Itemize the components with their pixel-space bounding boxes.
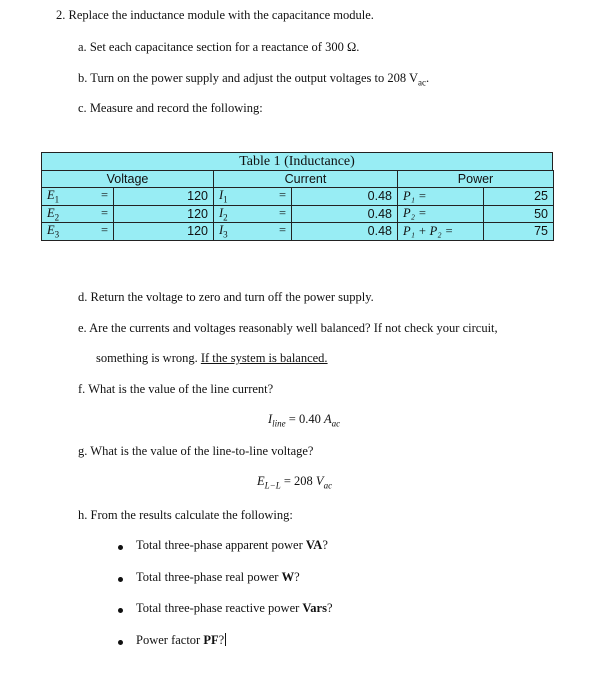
power-value: 50 bbox=[484, 205, 554, 223]
step-b-unit-sub: ac bbox=[418, 77, 427, 88]
voltage-label: $E_3$ = bbox=[42, 223, 114, 241]
step-a-label: a. bbox=[78, 40, 87, 54]
step-h-text: From the results calculate the following: bbox=[90, 508, 293, 522]
step-b-period: . bbox=[426, 71, 430, 85]
line-voltage-equation: $E_{L-L} = 208$ $V_{ac}$ bbox=[257, 474, 333, 491]
step-d-label: d. bbox=[78, 290, 88, 304]
text-cursor bbox=[225, 633, 226, 646]
step-h bbox=[78, 508, 293, 523]
power-label: P₁ = bbox=[398, 188, 484, 206]
bullet-item-real-power: Total three-phase real power W? bbox=[136, 570, 300, 584]
bullet-icon bbox=[118, 640, 123, 645]
bullet-item-power-factor: Power factor PF? bbox=[136, 633, 225, 647]
step-f-text: What is the value of the line current? bbox=[88, 382, 274, 396]
current-value: 0.48 bbox=[292, 205, 398, 223]
step-e-label: e. bbox=[78, 321, 87, 335]
table-row bbox=[42, 188, 554, 206]
header-power: Power bbox=[398, 171, 554, 188]
power-label: P₂ = bbox=[398, 205, 484, 223]
voltage-value: 120 bbox=[114, 223, 214, 241]
step-2-text: Replace the inductance module with the capacitance module. bbox=[68, 8, 374, 22]
bullet-item-reactive-power: Total three-phase reactive power Vars? bbox=[136, 601, 333, 615]
power-value: 75 bbox=[484, 223, 554, 241]
bullet-icon bbox=[118, 608, 123, 613]
current-label: $I_3$ = bbox=[214, 223, 292, 241]
current-value: 0.48 bbox=[292, 188, 398, 206]
step-f bbox=[78, 382, 273, 397]
step-c-label: c. bbox=[78, 101, 87, 115]
voltage-label: $E_1$ = bbox=[42, 188, 114, 206]
table-row bbox=[42, 205, 554, 223]
power-label: P₁ + P₂ = bbox=[398, 223, 484, 241]
step-g-label: g. bbox=[78, 444, 88, 458]
step-a-text: Set each capacitance section for a reactance of 300 Ω. bbox=[89, 40, 360, 54]
step-e-text-2: something is wrong. bbox=[96, 351, 198, 365]
current-label: $I_1$ = bbox=[214, 188, 292, 206]
step-e-continued bbox=[96, 351, 328, 366]
step-e-underlined: If the system is balanced. bbox=[200, 351, 328, 365]
line-current-equation: $I_{line} = 0.40$ $A_{ac}$ bbox=[268, 412, 341, 429]
step-f-label: f. bbox=[78, 382, 86, 396]
header-voltage: Voltage bbox=[42, 171, 214, 188]
step-b-text: Turn on the power supply and adjust the output voltages to 208 V bbox=[90, 71, 419, 85]
step-g-text: What is the value of the line-to-line voltage? bbox=[90, 444, 314, 458]
data-table bbox=[41, 170, 554, 241]
bullet-item-apparent-power: Total three-phase apparent power VA? bbox=[136, 538, 328, 552]
step-a bbox=[78, 40, 359, 55]
step-d-text: Return the voltage to zero and turn off the power supply. bbox=[90, 290, 374, 304]
voltage-value: 120 bbox=[114, 188, 214, 206]
step-h-label: h. bbox=[78, 508, 88, 522]
step-2 bbox=[56, 8, 374, 23]
step-e-text: Are the currents and voltages reasonably well balanced? If not check your circuit, bbox=[89, 321, 498, 335]
table-row bbox=[42, 223, 554, 241]
step-e bbox=[78, 321, 498, 336]
voltage-value: 120 bbox=[114, 205, 214, 223]
step-b-label: b. bbox=[78, 71, 88, 85]
table-header-row bbox=[42, 171, 554, 188]
step-b bbox=[78, 71, 429, 88]
step-d bbox=[78, 290, 374, 305]
bullet-icon bbox=[118, 545, 123, 550]
current-label: $I_2$ = bbox=[214, 205, 292, 223]
header-current: Current bbox=[214, 171, 398, 188]
step-g bbox=[78, 444, 313, 459]
voltage-label: $E_2$ = bbox=[42, 205, 114, 223]
current-value: 0.48 bbox=[292, 223, 398, 241]
table-title: Table 1 (Inductance) bbox=[41, 152, 553, 170]
bullet-icon bbox=[118, 577, 123, 582]
step-c bbox=[78, 101, 263, 116]
step-c-text: Measure and record the following: bbox=[89, 101, 263, 115]
power-value: 25 bbox=[484, 188, 554, 206]
step-2-number: 2. bbox=[56, 8, 66, 22]
